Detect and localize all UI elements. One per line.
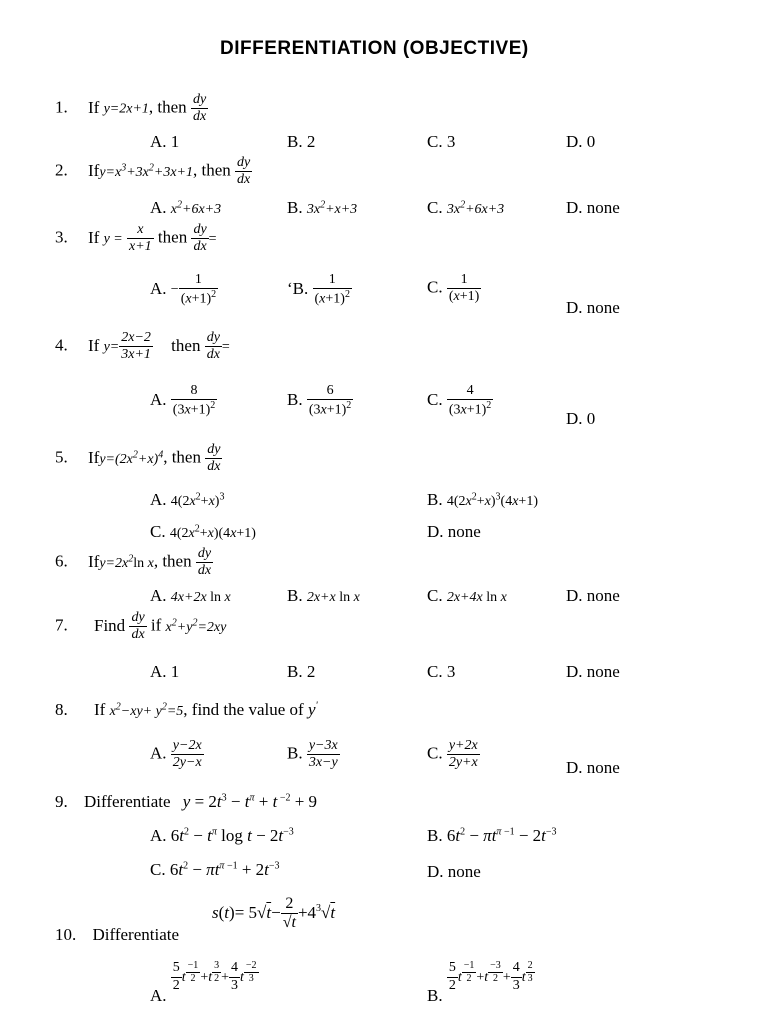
question-prefix: If xyxy=(94,700,106,719)
option-d: D. 0 xyxy=(566,132,596,151)
denominator: dx xyxy=(237,172,251,188)
question-3: 3. If y = $\frac{x}{x+1}$ then $\frac{dy}{dx}$ = xyxy=(55,222,217,255)
option-label: C. xyxy=(150,860,166,879)
equation: $y=2x^2\ln$ x xyxy=(99,552,154,571)
option-a: A. 1 xyxy=(150,662,180,681)
function-fraction: $\frac{2x-2}{3x+1}$ xyxy=(121,330,151,363)
option-b xyxy=(287,272,352,308)
question-2 xyxy=(55,155,252,188)
option-fraction: $\frac{6}{(3x+1)^2}$ xyxy=(308,383,352,418)
y-prime: y' xyxy=(307,700,318,719)
option-label: A. xyxy=(150,490,167,509)
function-fraction: $\frac{x}{x+1}$ xyxy=(129,222,152,255)
option-label: C. xyxy=(427,198,443,217)
option-label: B. xyxy=(287,389,303,409)
denominator: dx xyxy=(207,459,221,475)
option-label: C. xyxy=(427,586,443,605)
question-text: , find the value of xyxy=(183,700,304,719)
option-a: A. $6t^2 - t^\pi$ $\log t - 2t^{-3}$ xyxy=(150,826,294,845)
option-b: B. $4(2x^2+x)^3(4x+1)$ xyxy=(427,490,538,509)
equation: $y=(2x^2+x)^4$ xyxy=(99,448,164,467)
question-prefix: If xyxy=(88,335,100,355)
option-a: A. $x^2+6x+3$ xyxy=(150,198,222,217)
option-b: B. $3x^2+x+3$ xyxy=(287,198,358,217)
question-prefix: If xyxy=(88,551,100,571)
option-label: A. xyxy=(150,743,167,763)
numerator: dy xyxy=(237,155,251,170)
equation: y= xyxy=(103,339,120,355)
option-d: D. none xyxy=(566,758,620,777)
question-number: 8. xyxy=(55,700,68,719)
question-9 xyxy=(55,792,317,812)
option-label: C. xyxy=(150,522,166,541)
derivative-fraction xyxy=(205,330,222,363)
question-8 xyxy=(55,700,318,720)
option-a: A. $4(2x^2+x)^3$ xyxy=(150,490,225,509)
option-label: C. xyxy=(427,389,443,409)
question-7 xyxy=(55,610,226,643)
question-number: 10. xyxy=(55,925,77,944)
question-text: , then xyxy=(153,551,192,571)
question-prefix: Find xyxy=(94,615,126,635)
option-label: A. xyxy=(150,985,167,1005)
option-c: C. $6t^2 - \pi t^{\pi -1} + 2t^{-3}$ xyxy=(150,860,280,879)
option-label: B. xyxy=(287,586,303,605)
question-number: 4. xyxy=(55,335,68,355)
numerator: dy xyxy=(206,330,220,345)
option-b: B. 2 xyxy=(287,662,316,681)
derivative-fraction xyxy=(191,92,208,125)
option-c xyxy=(427,738,480,771)
denominator: dx xyxy=(206,347,220,363)
page-title: DIFFERENTIATION (OBJECTIVE) xyxy=(220,38,529,59)
option-label: C. xyxy=(427,277,443,297)
denominator: dx xyxy=(131,627,145,643)
equation: y = xyxy=(103,231,123,247)
numerator: dy xyxy=(207,442,221,457)
option-fraction: $\frac{1}{(x+1)^2}$ xyxy=(314,272,350,307)
option-c xyxy=(427,272,481,305)
question-number: 3. xyxy=(55,227,68,247)
question-number: 5. xyxy=(55,447,68,467)
equation: $x^2+y^2=2xy$ xyxy=(165,616,227,635)
question-number: 2. xyxy=(55,160,68,180)
option-fraction: $\frac{y-2x}{2y-x}$ xyxy=(172,738,202,771)
question-number: 7. xyxy=(55,615,68,635)
question-number: 9. xyxy=(55,792,68,811)
question-1 xyxy=(55,92,208,125)
option-b: B. 2 xyxy=(287,132,316,151)
option-label: ‘B. xyxy=(287,278,309,298)
option-d: D. none xyxy=(427,862,481,881)
question-4: 4. If y= $\frac{2x-2}{3x+1}$ then $\frac{dy}{dx}$ = xyxy=(55,330,230,363)
option-fraction: $\frac{1}{(x+1)}$ xyxy=(448,272,480,305)
denominator: dx xyxy=(192,109,207,125)
numerator: dy xyxy=(193,222,207,237)
option-d: D. 0 xyxy=(566,409,596,428)
option-label: B. xyxy=(427,985,443,1005)
question-10 xyxy=(55,925,179,945)
question-prefix: Differentiate xyxy=(84,792,171,811)
derivative-fraction xyxy=(196,546,213,579)
question-prefix: Differentiate xyxy=(92,925,180,944)
question-prefix: If xyxy=(88,160,100,180)
option-d: D. none xyxy=(566,586,620,605)
equation: $x^2-xy+ y^2=5$ xyxy=(109,701,184,719)
option-b: B. $\frac{5}{2}$ t $^{\frac{-1}{2}}$ +t $^{\frac{-3}{2}}$ + $\frac{4}{3}$ t $^{\frac{2}{3}}$ xyxy=(427,960,533,1005)
question-6 xyxy=(55,546,213,579)
question-text: if xyxy=(150,615,162,635)
numerator: dy xyxy=(192,92,207,107)
option-c: C. 3 xyxy=(427,662,456,681)
question-10-equation: s(t)= 5√t− $\frac{2}{√t}$ $+4^3√t$ xyxy=(212,895,336,932)
derivative-fraction xyxy=(129,610,146,643)
question-text: then xyxy=(171,335,201,355)
option-b: B. 2x+x ln x xyxy=(287,586,360,605)
question-text: , then xyxy=(163,447,201,467)
option-b: B. $6t^2 - \pi t^{\pi -1} - 2t^{-3}$ xyxy=(427,826,557,845)
option-a xyxy=(150,383,217,419)
question-prefix: If xyxy=(88,227,100,247)
option-c: C. 3 xyxy=(427,132,456,151)
option-label: B. xyxy=(287,743,303,763)
denominator: dx xyxy=(197,563,212,579)
question-text: , then xyxy=(148,97,187,117)
question-number: 1. xyxy=(55,97,68,117)
option-fraction: $\frac{4}{(3x+1)^2}$ xyxy=(448,383,492,418)
equation: $y=x^3+3x^2+3x+1$ xyxy=(99,161,193,180)
option-c: C. 2x+4x ln x xyxy=(427,586,507,605)
derivative-fraction xyxy=(191,222,208,255)
option-d: D. none xyxy=(566,662,620,681)
option-a: A. $\frac{5}{2}$ t $^{\frac{-1}{2}}$ +t $^{\frac{3}{2}}$ + $\frac{4}{3}$ t $^{\frac{-2}{3}}$ xyxy=(150,960,257,1005)
option-a xyxy=(150,738,204,771)
option-d: D. none xyxy=(566,298,620,317)
option-a: A. 4x+2x ln x xyxy=(150,586,231,605)
question-prefix: If xyxy=(88,447,100,467)
question-prefix: If xyxy=(88,97,100,117)
numerator: dy xyxy=(197,546,212,561)
option-c: C. $3x^2+6x+3$ xyxy=(427,198,505,217)
question-5 xyxy=(55,442,222,475)
option-d: D. none xyxy=(427,522,481,541)
option-label: C. xyxy=(427,743,443,763)
question-text: then xyxy=(157,227,188,247)
option-d: D. none xyxy=(566,198,620,217)
question-text: , then xyxy=(192,160,231,180)
option-label: A. xyxy=(150,278,167,298)
option-b xyxy=(287,383,353,419)
equation: $y = 2t^3 - t^\pi + t$ $^{-2}$ + 9 xyxy=(182,792,318,811)
option-c xyxy=(427,383,493,419)
denominator: dx xyxy=(193,239,207,255)
option-label: A. xyxy=(150,198,167,217)
option-fraction: $\frac{y-3x}{3x-y}$ xyxy=(308,738,338,771)
option-a: A. − $\frac{1}{(x+1)^2}$ xyxy=(150,272,217,307)
derivative-fraction xyxy=(235,155,252,188)
option-fraction: $\frac{y+2x}{2y+x}$ xyxy=(448,738,478,771)
option-a: A. 1 xyxy=(150,132,180,151)
option-b xyxy=(287,738,340,771)
numerator: dy xyxy=(131,610,145,625)
option-label: A. xyxy=(150,389,167,409)
option-label: A. xyxy=(150,586,167,605)
option-c: C. $4(2x^2+x)(4x+1)$ xyxy=(150,522,256,541)
option-label: B. xyxy=(287,198,303,217)
option-fraction: $\frac{8}{(3x+1)^2}$ xyxy=(172,383,216,418)
option-label: B. xyxy=(427,490,443,509)
derivative-fraction xyxy=(205,442,222,475)
question-number: 6. xyxy=(55,551,68,571)
equation: y=2x+1 xyxy=(103,101,149,117)
option-fraction: $\frac{1}{(x+1)^2}$ xyxy=(180,272,217,307)
